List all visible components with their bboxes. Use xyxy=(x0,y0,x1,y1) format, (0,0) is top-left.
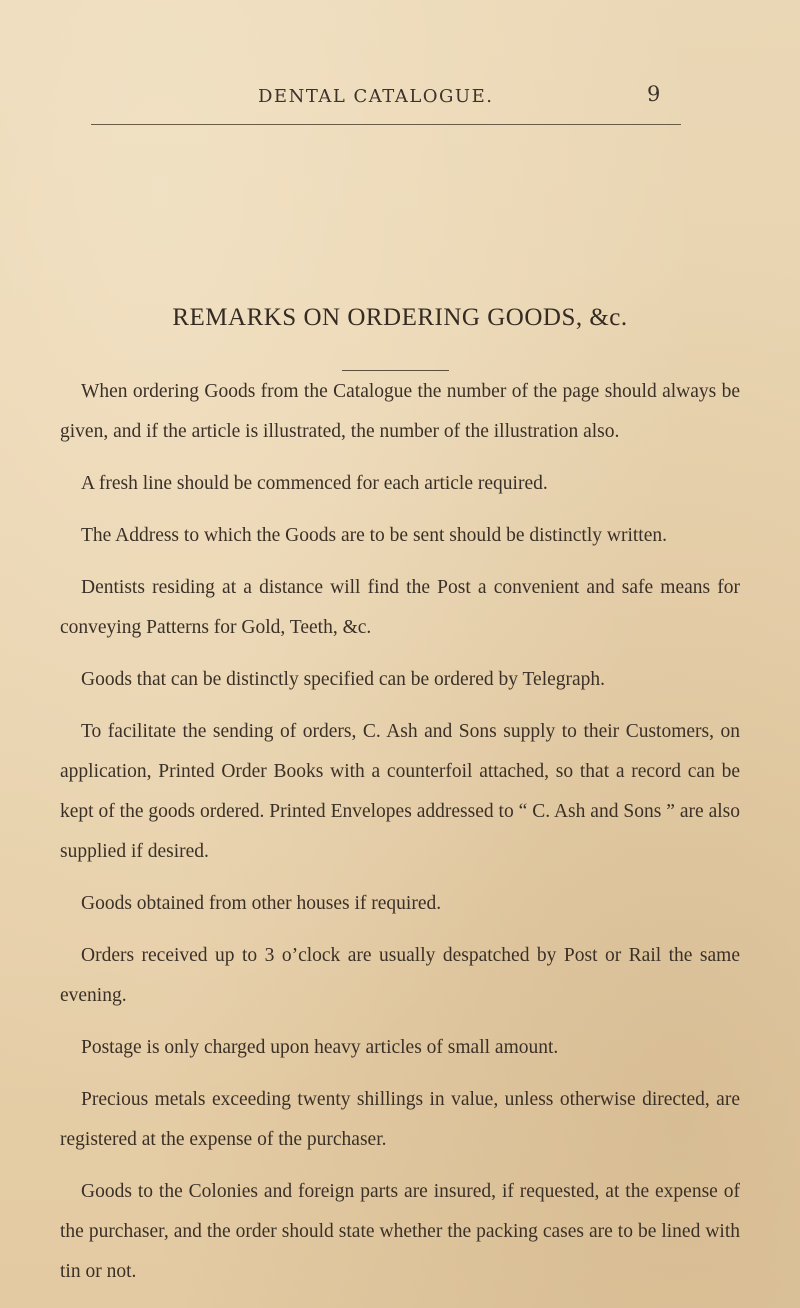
paragraph-post-patterns: Dentists residing at a distance will find the Post a convenient and safe means for conveying Patterns for Gold, Teeth, &c. xyxy=(60,577,740,638)
heading-rule xyxy=(342,370,449,371)
paragraph-despatch: Orders received up to 3 o’clock are usually despatched by Post or Rail the same evening. xyxy=(60,945,740,1006)
paragraph-order-books: To facilitate the sending of orders, C. Ash and Sons supply to their Customers, on application, Printed Order Books with a counterfoil attached, so that a record can be kept of the goods ordered. Printed Envelopes addressed to “ C. Ash and Sons ” are also supplied if desired. xyxy=(60,721,740,862)
paragraph-other-houses: Goods obtained from other houses if required. xyxy=(81,893,442,914)
paragraph-fresh-line: A fresh line should be commenced for each article required. xyxy=(81,473,548,494)
page-number: 9 xyxy=(647,82,661,106)
paragraph-address: The Address to which the Goods are to be sent should be distinctly written. xyxy=(81,525,667,546)
running-title: DENTAL CATALOGUE. xyxy=(258,86,494,107)
paragraph-colonies: Goods to the Colonies and foreign parts are insured, if requested, at the expense of the purchaser, and the order should state whether the packing cases are to be lined with tin or not. xyxy=(60,1181,740,1282)
paragraph-postage: Postage is only charged upon heavy articles of small amount. xyxy=(81,1037,559,1058)
paragraph-telegraph: Goods that can be distinctly specified can be ordered by Telegraph. xyxy=(81,669,606,690)
section-heading: REMARKS ON ORDERING GOODS, &c. xyxy=(172,304,628,331)
paragraph-page-number: When ordering Goods from the Catalogue the number of the page should always be given, and if the article is illustrated, the number of the illustration also. xyxy=(60,381,740,442)
header-rule xyxy=(91,124,681,125)
body-text xyxy=(60,372,740,1304)
paragraph-precious-metals: Precious metals exceeding twenty shillings in value, unless otherwise directed, are registered at the expense of the purchaser. xyxy=(60,1089,740,1150)
